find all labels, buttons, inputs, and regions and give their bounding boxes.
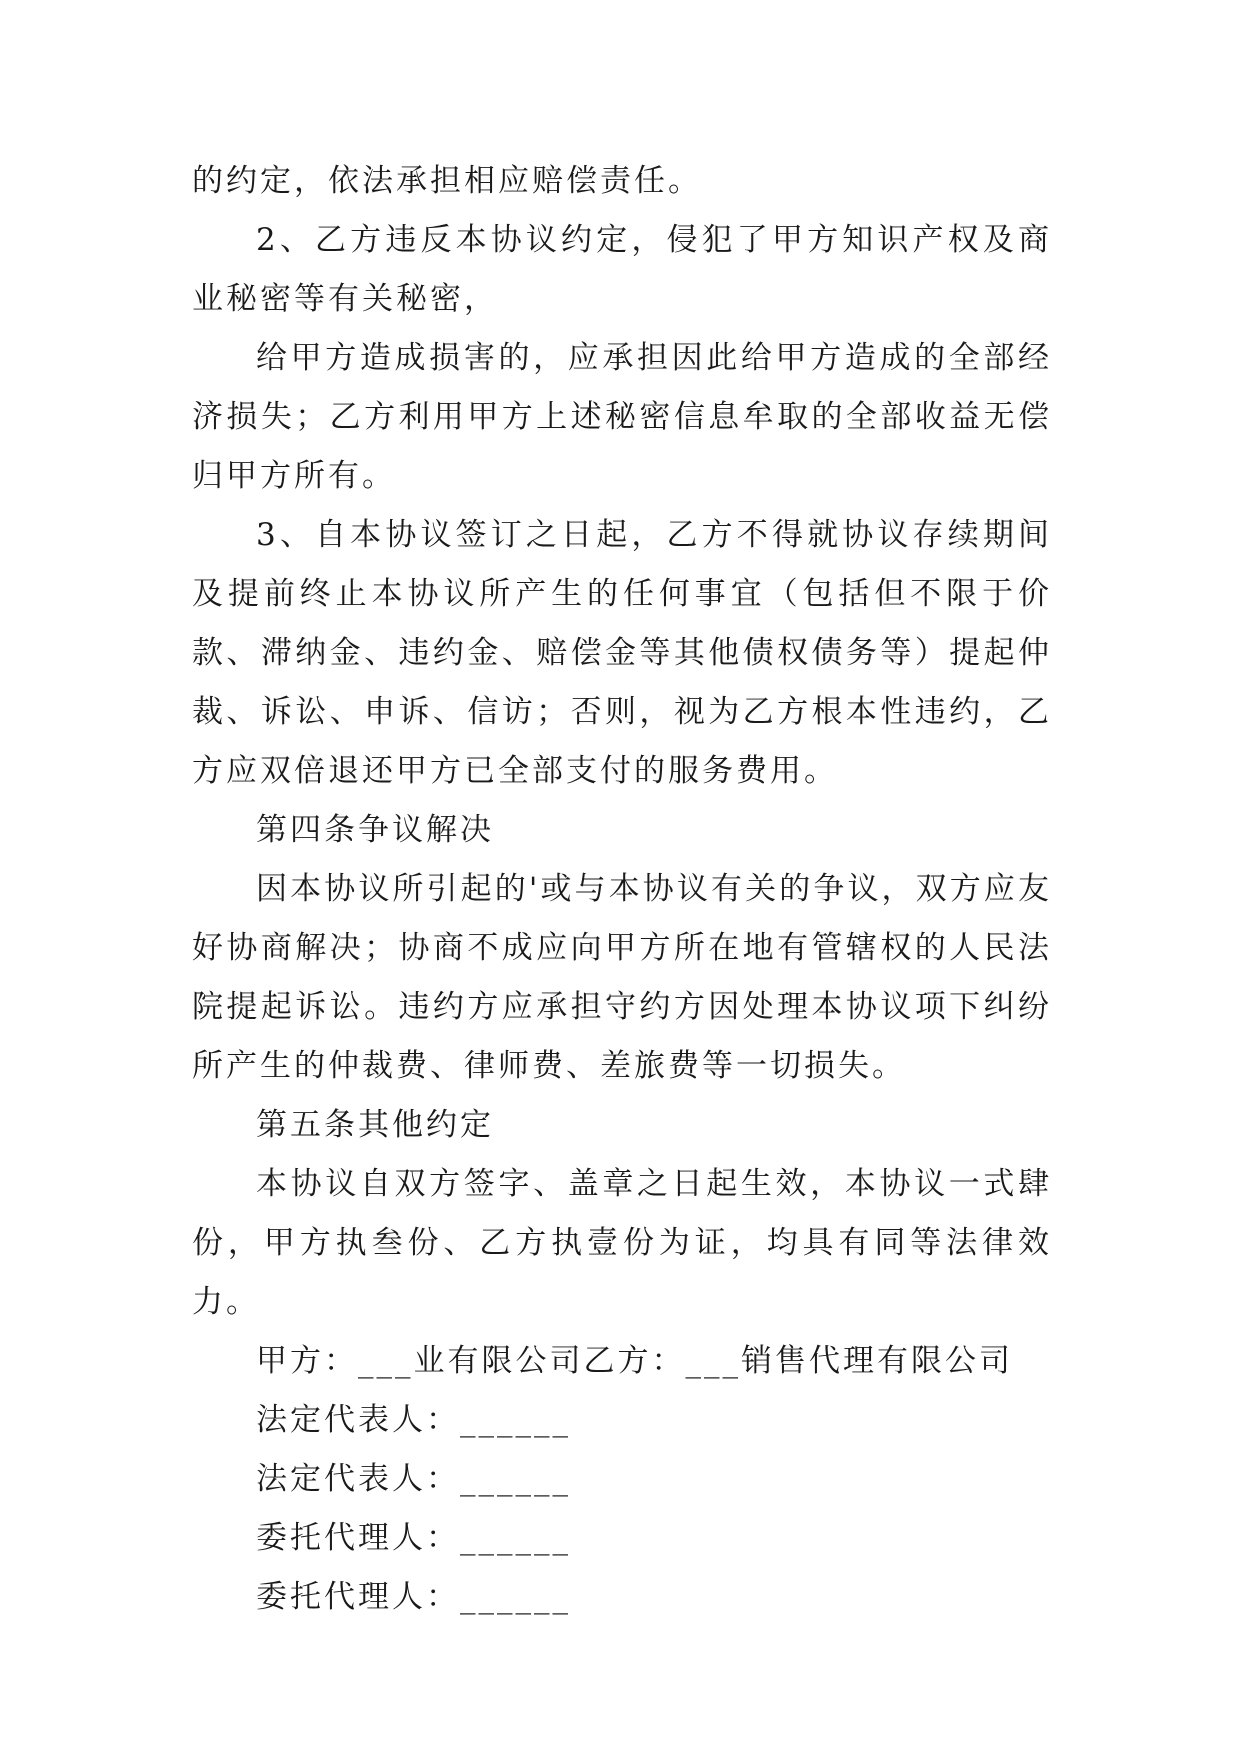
document-body bbox=[192, 152, 1052, 1627]
section-5-heading: 第五条其他约定 bbox=[256, 1107, 494, 1143]
signature-agent-b: 委托代理人：______ bbox=[256, 1579, 571, 1615]
paragraph-damages: 给甲方造成损害的，应承担因此给甲方造成的全部经济损失；乙方利用甲方上述秘密信息牟取的全部收益无偿归甲方所有。 bbox=[192, 340, 1052, 494]
signature-legal-rep-a: 法定代表人：______ bbox=[256, 1402, 571, 1438]
paragraph-clause-3: 3、自本协议签订之日起，乙方不得就协议存续期间及提前终止本协议所产生的任何事宜（包括但不限于价款、滞纳金、违约金、赔偿金等其他债权债务等）提起仲裁、诉讼、申诉、信访；否则，视为乙方根本性违约，乙方应双倍退还甲方已全部支付的服务费用。 bbox=[192, 517, 1052, 789]
signature-agent-a: 委托代理人：______ bbox=[256, 1520, 571, 1556]
signature-legal-rep-b: 法定代表人：______ bbox=[256, 1461, 571, 1497]
section-4-body: 因本协议所引起的'或与本协议有关的争议，双方应友好协商解决；协商不成应向甲方所在地有管辖权的人民法院提起诉讼。违约方应承担守约方因处理本协议项下纠纷所产生的仲裁费、律师费、差旅费等一切损失。 bbox=[192, 871, 1052, 1084]
section-5-body: 本协议自双方签字、盖章之日起生效，本协议一式肆份，甲方执叁份、乙方执壹份为证，均具有同等法律效力。 bbox=[192, 1166, 1052, 1320]
paragraph-liability-continuation: 的约定，依法承担相应赔偿责任。 bbox=[192, 163, 702, 199]
paragraph-clause-2: 2、乙方违反本协议约定，侵犯了甲方知识产权及商业秘密等有关秘密， bbox=[192, 222, 1052, 317]
section-4-heading: 第四条争议解决 bbox=[256, 812, 494, 848]
signature-parties: 甲方：___业有限公司乙方：___销售代理有限公司 bbox=[256, 1343, 1013, 1379]
